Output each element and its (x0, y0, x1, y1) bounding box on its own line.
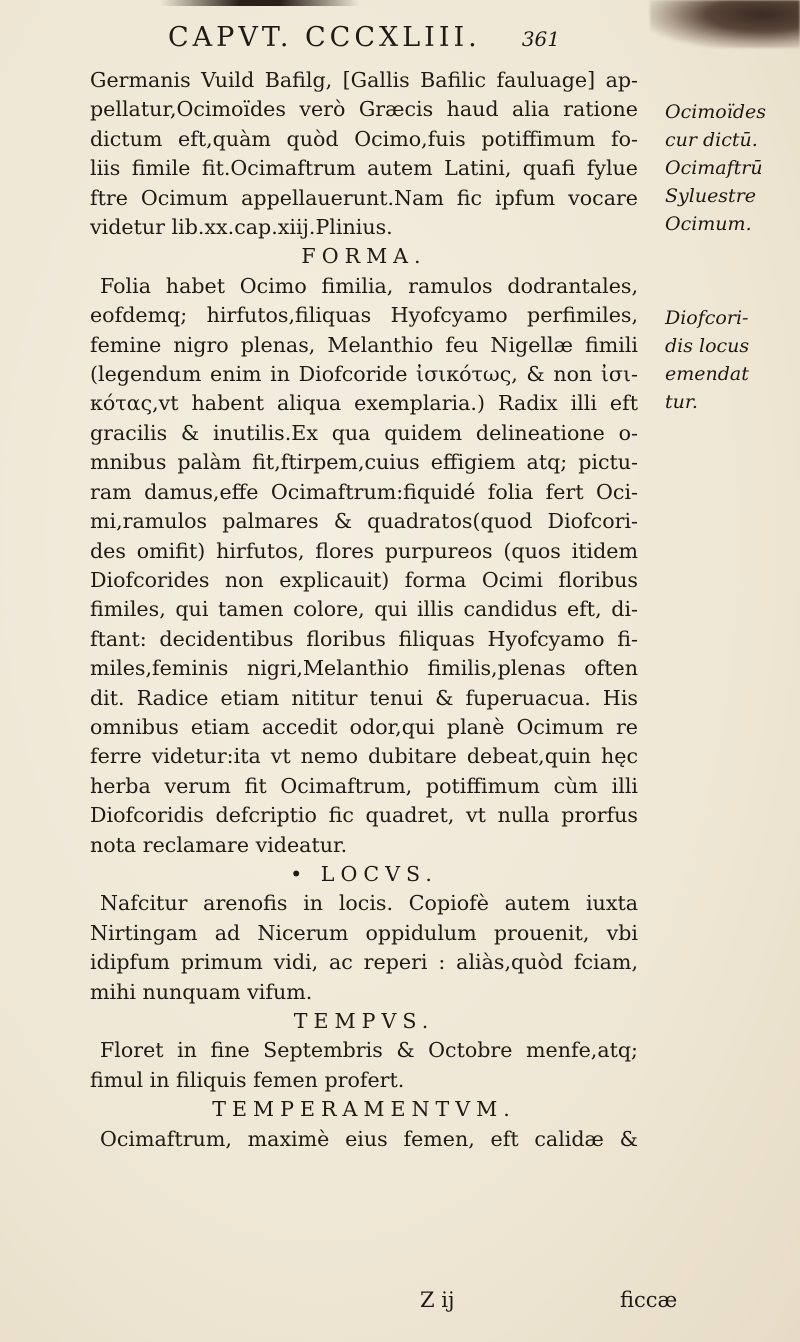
text-line: Ocimaftrum, maximè eius femen, eft calidæ & (100, 1126, 638, 1151)
catchword: ficcæ (620, 1288, 678, 1312)
text-line: Folia habet Ocimo fimilia, ramulos dodrantales, (100, 273, 638, 298)
chapter-title: CAPVT. CCCXLIII. (168, 22, 481, 53)
text-line: Diofcoridis defcriptio fic quadret, vt nulla prorfus (90, 803, 638, 828)
text-line: Nafcitur arenofis in locis. Copiofè autem iuxta (100, 891, 638, 916)
marginal-note-line: Ocimaftrū (665, 157, 763, 179)
marginal-note-line: Ocimoïdes (665, 101, 766, 123)
text-line: femine nigro plenas, Melanthio feu Nigellæ fimili (90, 332, 638, 357)
marginal-note-line: Ocimum. (665, 213, 752, 235)
section-heading: TEMPVS. (293, 1009, 435, 1033)
text-line: fimul in filiquis femen profert. (90, 1067, 405, 1092)
main-text-column (90, 66, 638, 1154)
text-line: Nirtingam ad Nicerum oppidulum prouenit, vbi (90, 920, 638, 945)
text-line: gracilis & inutilis.Ex qua quidem delineatione o- (90, 420, 638, 445)
text-line: pellatur,Ocimoïdes verò Græcis haud alia ratione (90, 97, 638, 122)
text-line: mnibus palàm fit,ftirpem,cuius effigiem atq; pictu- (90, 450, 638, 475)
signature-mark: Z ij (420, 1288, 455, 1312)
marginal-note (665, 98, 795, 238)
section-heading: FORMA. (301, 244, 427, 269)
text-line: dictum eft,quàm quòd Ocimo,fuis potiffimum fo- (90, 126, 638, 151)
text-line: eofdemq; hirfutos,filiquas Hyofcyamo perfimiles, (90, 303, 638, 328)
text-line: herba verum fit Ocimaftrum, potiffimum cùm illi (90, 773, 638, 798)
text-line: miles,feminis nigri,Melanthio fimilis,plenas often (90, 656, 638, 681)
corner-stain (650, 0, 800, 48)
text-line: mihi nunquam vifum. (90, 979, 313, 1004)
marginal-note-line: dis locus (665, 335, 750, 357)
text-line: liis fimile fit.Ocimaftrum autem Latini, quafi fylue (90, 156, 638, 181)
text-line: nota reclamare videatur. (90, 832, 348, 857)
marginal-note-line: tur. (665, 391, 698, 413)
section-heading: TEMPERAMENTVM. (212, 1097, 516, 1122)
text-line: dit. Radice etiam nititur tenui & fuperuacua. His (90, 685, 638, 710)
text-line: ftre Ocimum appellauerunt.Nam fic ipfum vocare (90, 185, 638, 210)
page-number: 361 (521, 27, 560, 51)
marginal-note (665, 304, 795, 416)
text-line: Floret in fine Septembris & Octobre menfe,atq; (100, 1038, 638, 1063)
text-line: ferre videtur:ita vt nemo dubitare debeat,quin hęc (90, 744, 638, 769)
text-line: omnibus etiam accedit odor,qui planè Ocimum re (90, 714, 638, 739)
text-line: mi,ramulos palmares & quadratos(quod Diofcori- (90, 509, 638, 534)
catchline (90, 1288, 678, 1318)
page-top-edge (160, 0, 360, 6)
marginal-note-line: cur dictū. (665, 129, 758, 151)
text-line: κότας,vt habent aliqua exemplaria.) Radix illi eft (90, 391, 638, 416)
marginal-note-line: Syluestre (665, 185, 757, 207)
text-line: Diofcorides non explicauit) forma Ocimi floribus (90, 567, 638, 592)
marginal-note-line: emendat (665, 363, 749, 385)
text-line: fimiles, qui tamen colore, qui illis candidus eft, di- (90, 597, 638, 622)
text-line: videtur lib.xx.cap.xiij.Plinius. (90, 215, 393, 240)
text-line: idipfum primum vidi, ac reperi : aliàs,quòd fciam, (90, 950, 638, 975)
text-line: ram damus,effe Ocimaftrum:fiquidé folia fert Oci- (90, 479, 638, 504)
section-heading: • LOCVS. (290, 861, 438, 886)
marginal-note-line: Diofcori- (665, 307, 749, 329)
text-line: Germanis Vuild Bafilg, [Gallis Bafilic fauluage] ap- (90, 68, 638, 92)
running-head (168, 22, 560, 53)
text-line: ftant: decidentibus floribus filiquas Hyofcyamo fi- (90, 626, 638, 651)
text-line: des omifit) hirfutos, flores purpureos (quos itidem (90, 538, 638, 563)
text-line: (legendum enim in Diofcoride ἰσικότως, & non ἰσι- (90, 362, 638, 387)
